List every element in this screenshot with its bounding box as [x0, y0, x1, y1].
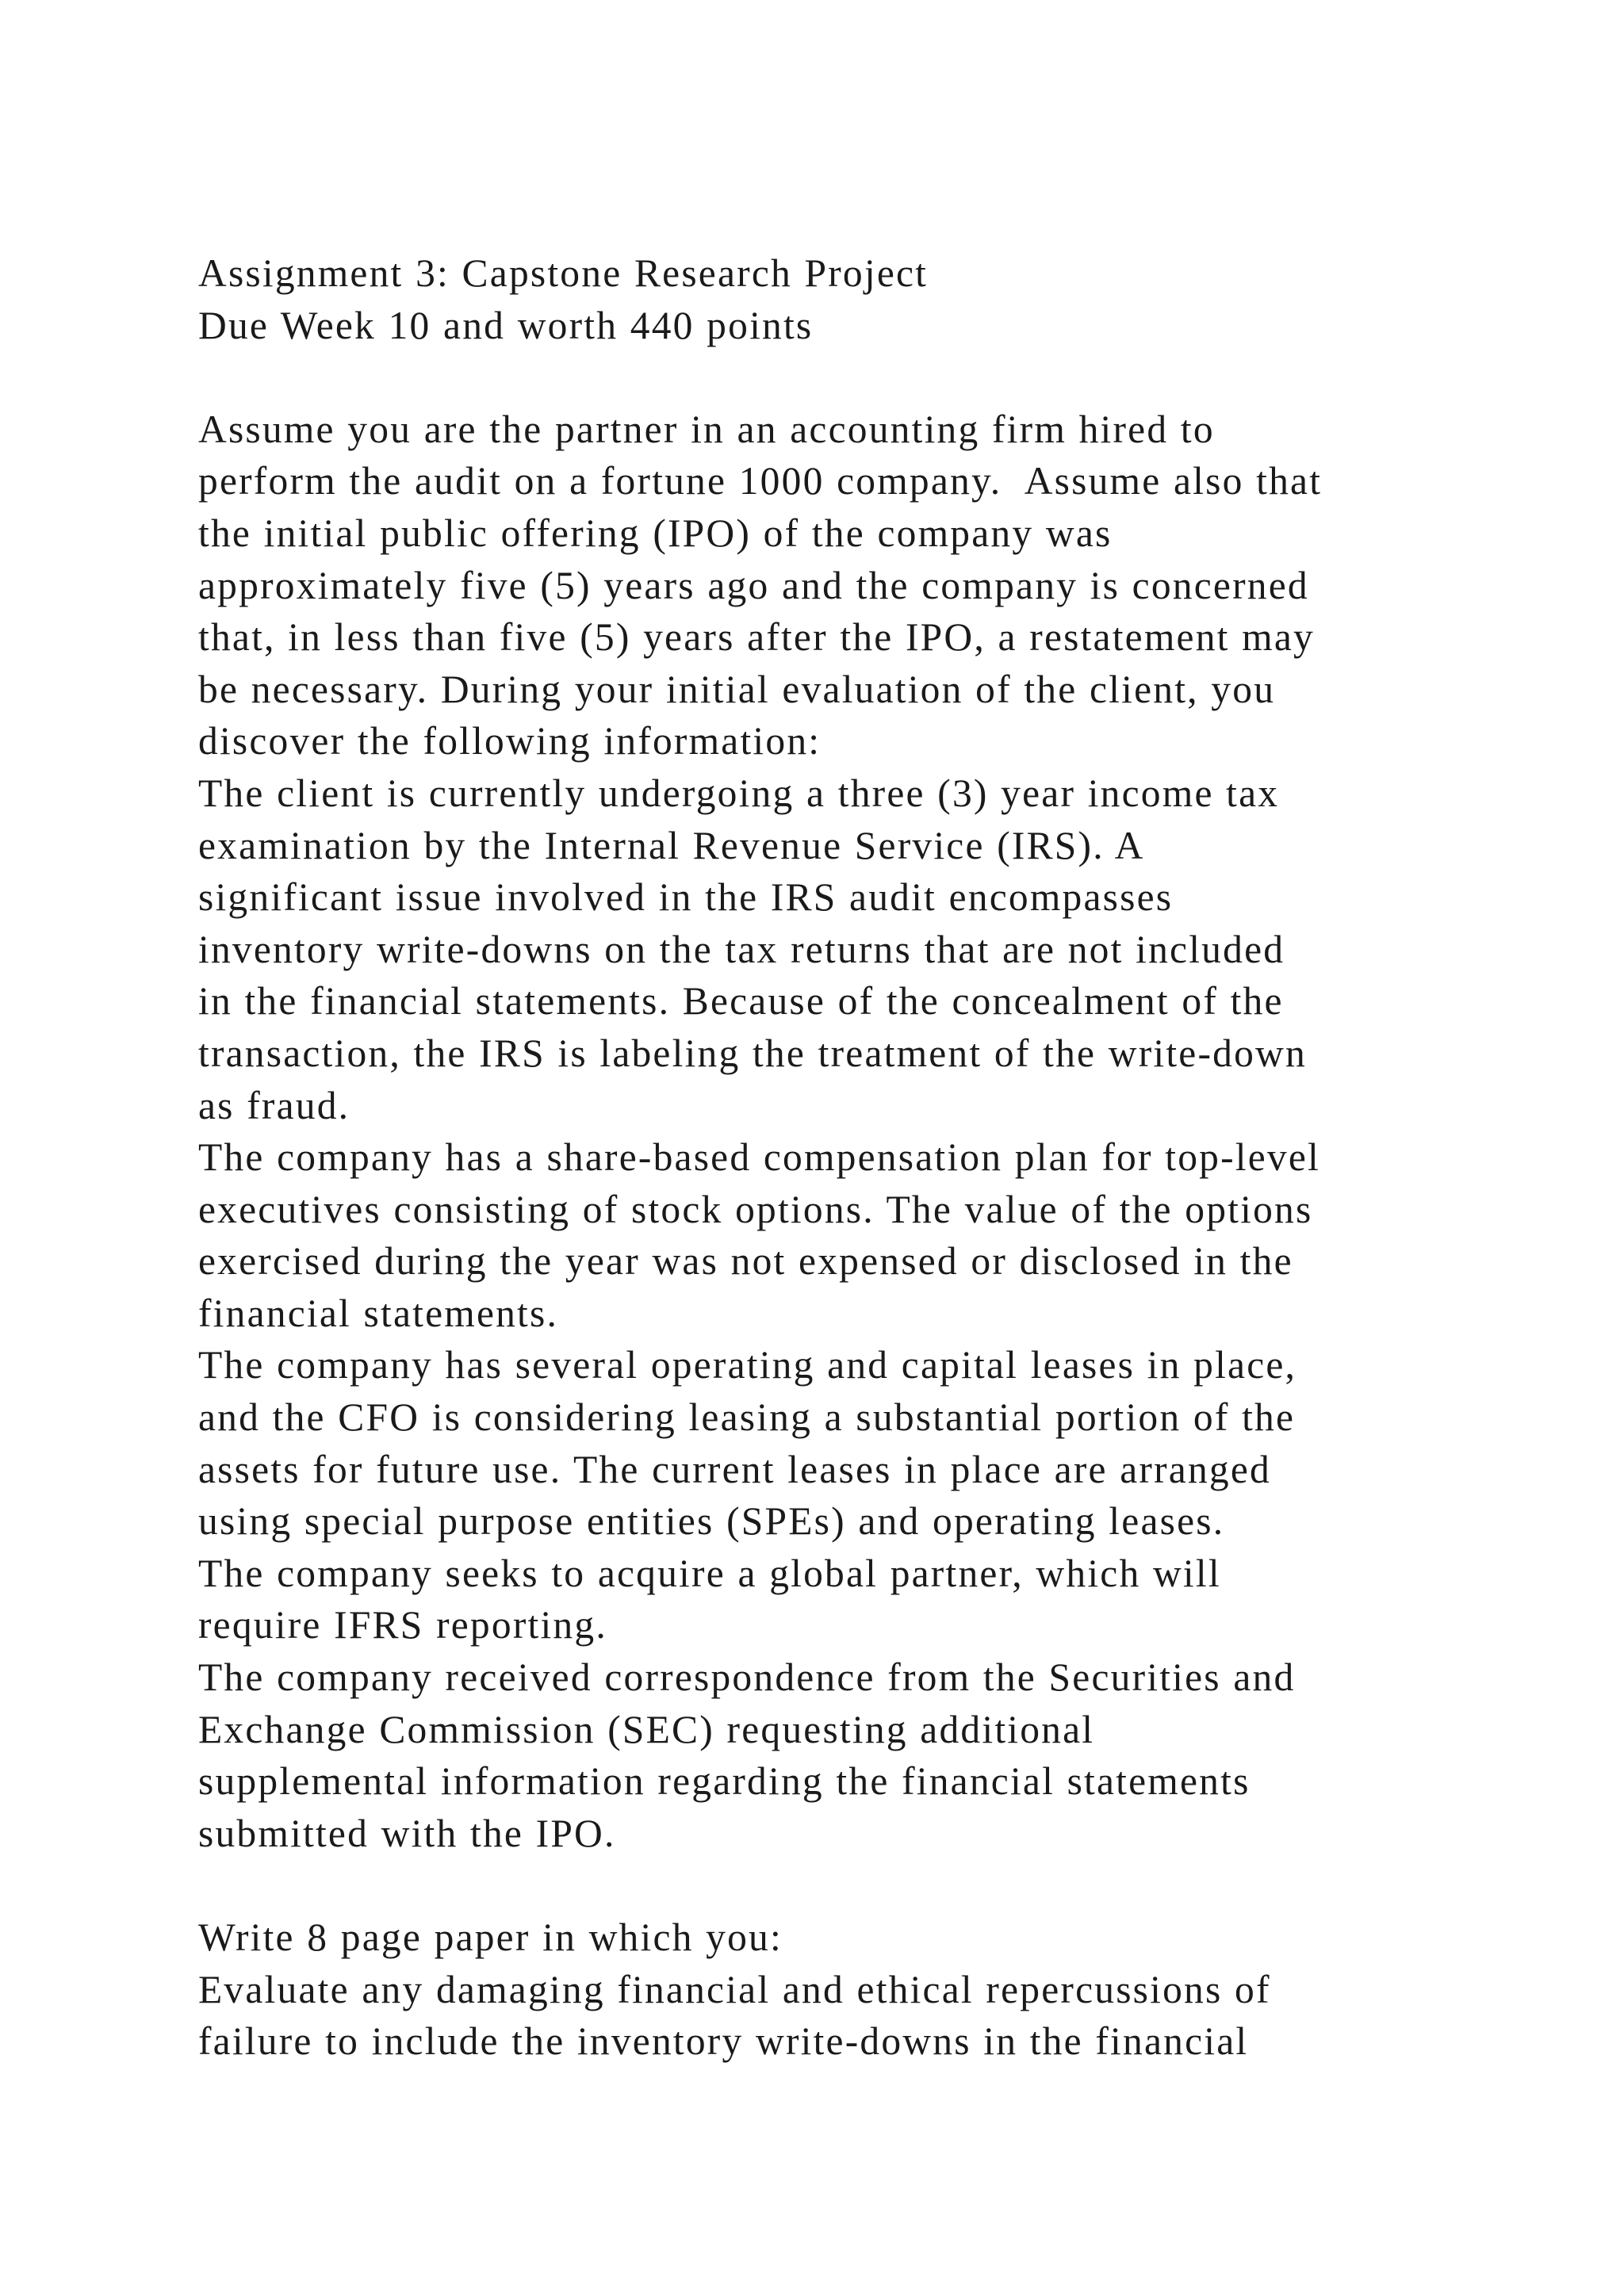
document-body [198, 247, 1546, 2068]
item-sec-correspondence [198, 1651, 1546, 1859]
text-line: as fraud. [198, 1083, 350, 1127]
text-line: assets for future use. The current leases in place are arranged [198, 1447, 1271, 1491]
text-line: and the CFO is considering leasing a substantial portion of the [198, 1395, 1296, 1440]
text-line: financial statements. [198, 1291, 559, 1335]
text-line: transaction, the IRS is labeling the treatment of the write-down [198, 1031, 1307, 1075]
text-line: significant issue involved in the IRS audit encompasses [198, 875, 1174, 920]
assignment-due-line: Due Week 10 and worth 440 points [198, 303, 814, 347]
text-line: executives consisting of stock options. The value of the options [198, 1187, 1313, 1231]
task-evaluate-write-downs [198, 1964, 1546, 2068]
text-line: The client is currently undergoing a three (3) year income tax [198, 771, 1280, 815]
text-line: inventory write-downs on the tax returns that are not included [198, 927, 1285, 971]
text-line: be necessary. During your initial evaluation of the client, you [198, 667, 1276, 711]
text-line: The company has several operating and capital leases in place, [198, 1343, 1297, 1387]
text-line: examination by the Internal Revenue Service (IRS). A [198, 823, 1145, 867]
item-share-based-compensation [198, 1131, 1546, 1339]
text-line: The company received correspondence from the Securities and [198, 1655, 1296, 1700]
text-line: require IFRS reporting. [198, 1603, 607, 1647]
text-line: supplemental information regarding the financial statements [198, 1759, 1251, 1804]
text-line: using special purpose entities (SPEs) and operating leases. [198, 1499, 1225, 1544]
task-heading: Write 8 page paper in which you: [198, 1915, 783, 1959]
text-line: that, in less than five (5) years after the IPO, a restatement may [198, 615, 1315, 660]
text-line: exercised during the year was not expensed or disclosed in the [198, 1239, 1293, 1284]
text-line: the initial public offering (IPO) of the company was [198, 511, 1113, 555]
intro-paragraph [198, 404, 1546, 767]
blank-line [198, 1859, 1546, 1911]
text-line: failure to include the inventory write-downs in the financial [198, 2019, 1249, 2064]
item-irs-examination [198, 767, 1546, 1131]
blank-line [198, 351, 1546, 404]
text-line: Exchange Commission (SEC) requesting additional [198, 1707, 1095, 1751]
item-global-partner [198, 1548, 1546, 1651]
text-line: Evaluate any damaging financial and ethical repercussions of [198, 1967, 1271, 2011]
text-line: The company seeks to acquire a global partner, which will [198, 1551, 1221, 1595]
text-line: submitted with the IPO. [198, 1811, 616, 1855]
assignment-title: Assignment 3: Capstone Research Project [198, 251, 929, 295]
text-line: approximately five (5) years ago and the company is concerned [198, 563, 1309, 607]
text-line: Assume you are the partner in an accounting firm hired to [198, 407, 1215, 451]
text-line: in the financial statements. Because of the concealment of the [198, 979, 1284, 1024]
text-line: The company has a share-based compensation plan for top-level [198, 1135, 1320, 1180]
item-leases [198, 1339, 1546, 1547]
text-line: discover the following information: [198, 719, 822, 763]
text-line: perform the audit on a fortune 1000 company. Assume also that [198, 459, 1323, 503]
